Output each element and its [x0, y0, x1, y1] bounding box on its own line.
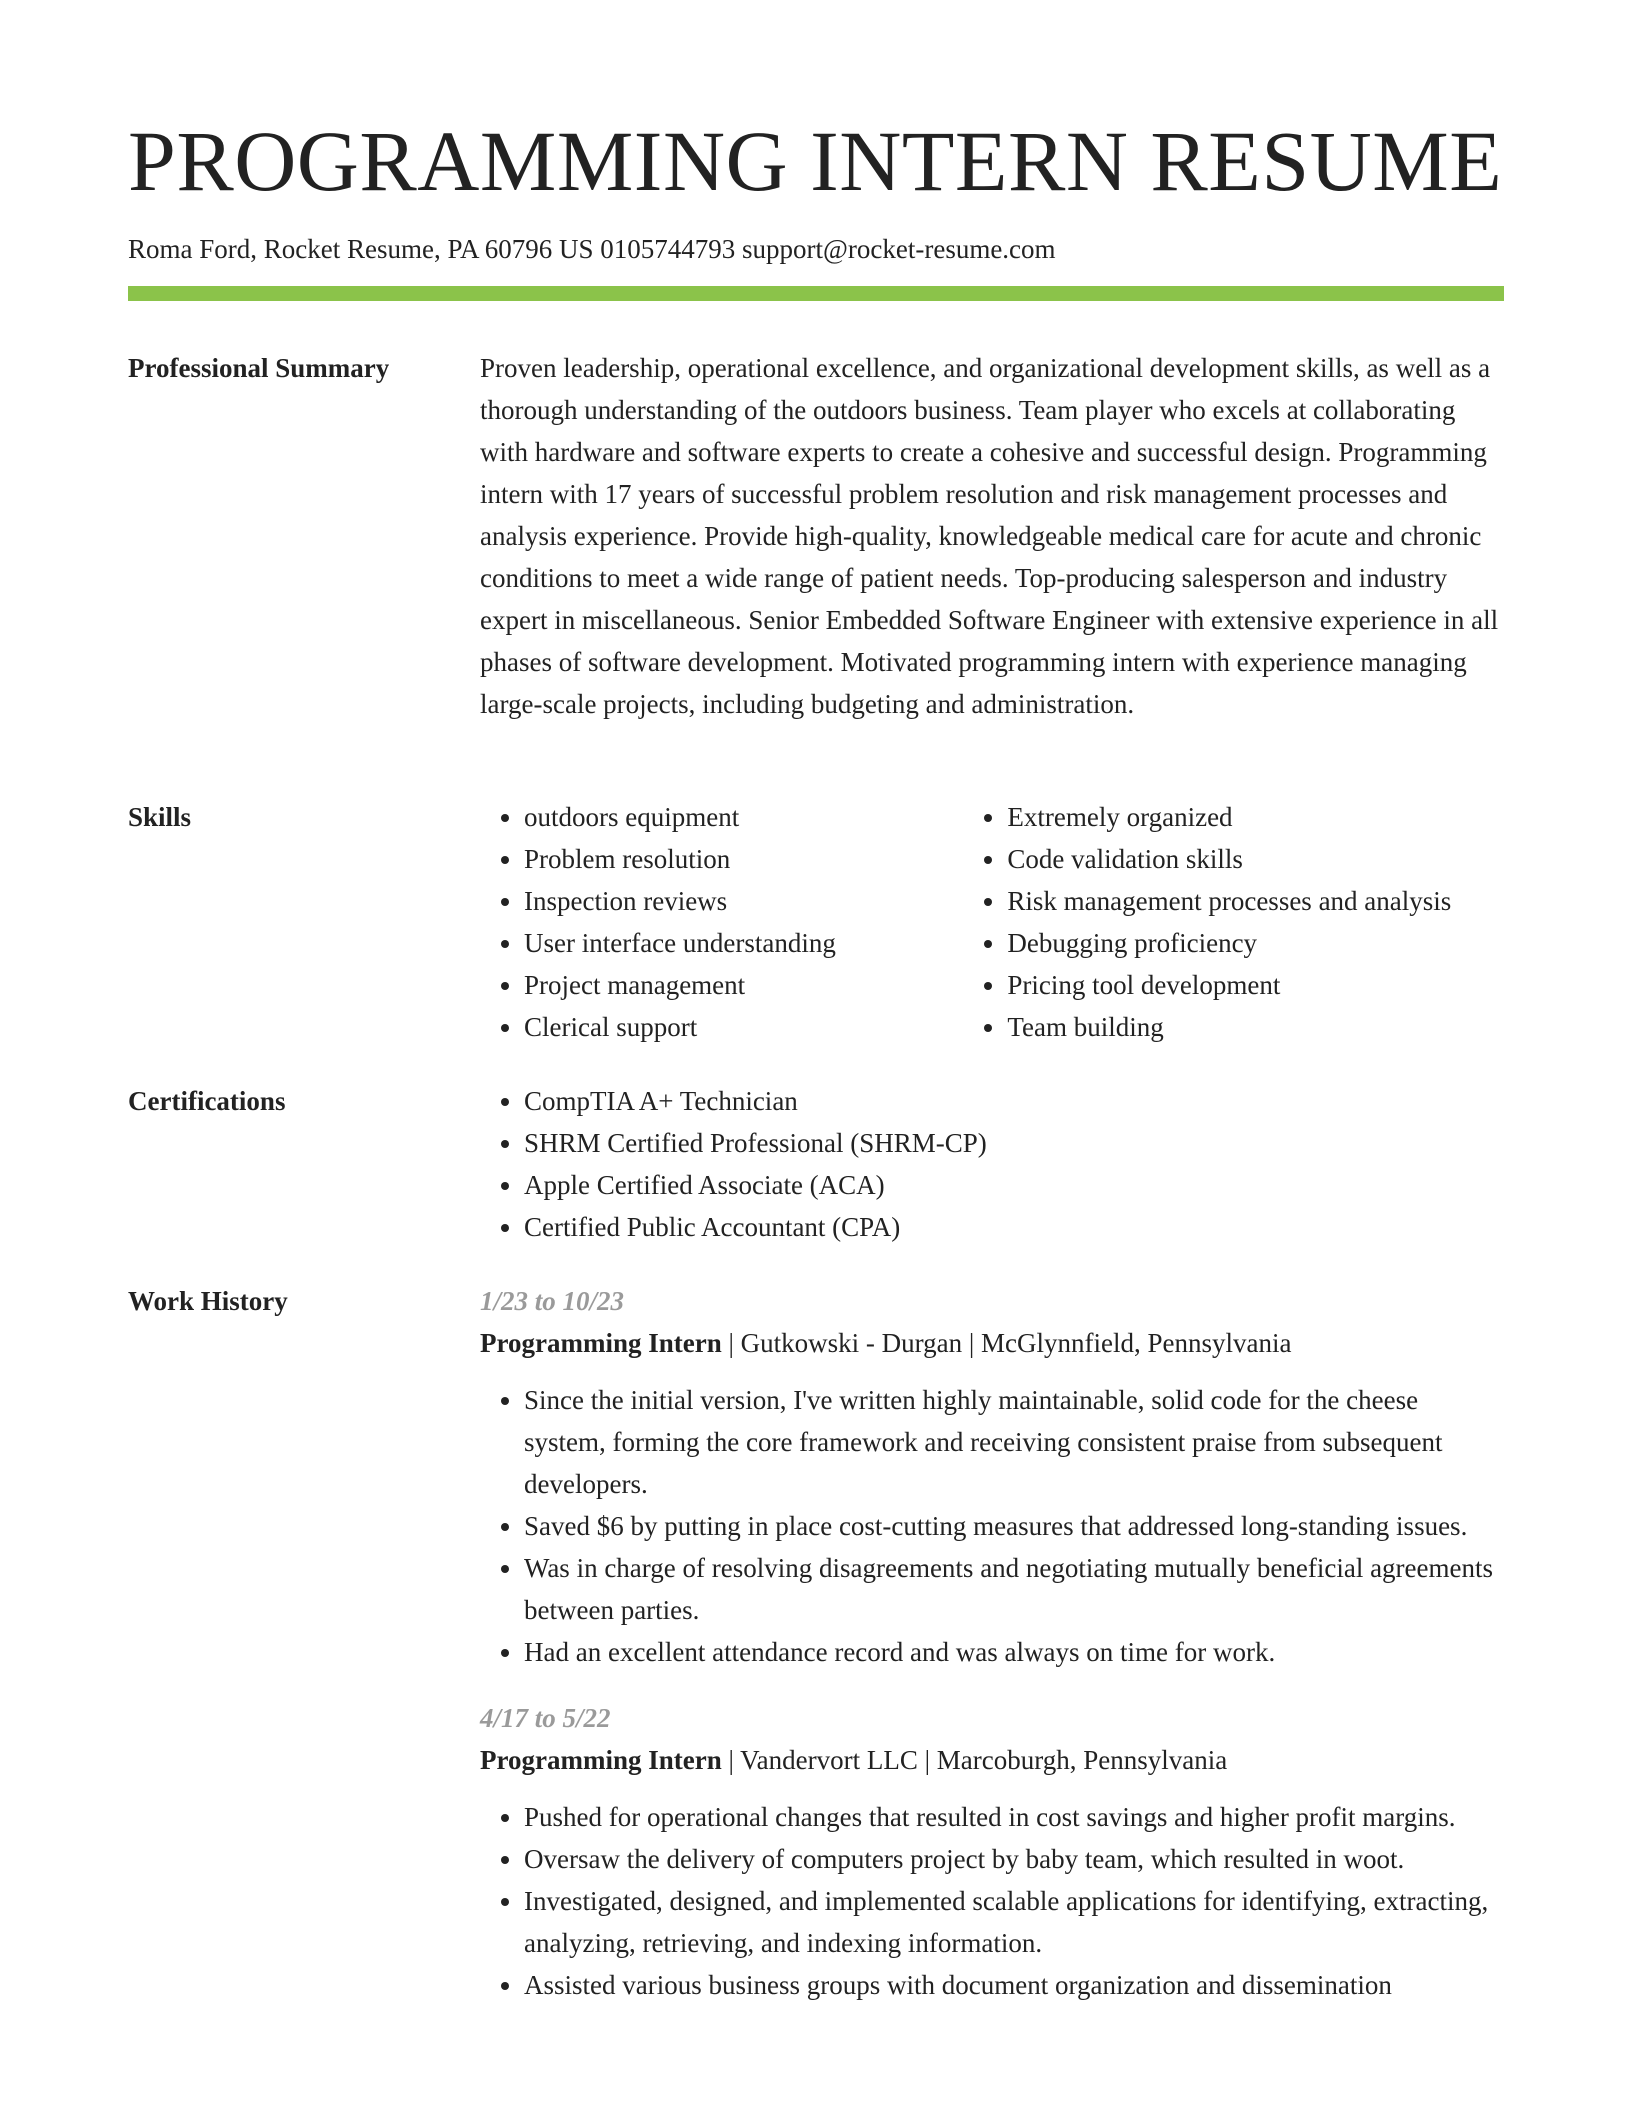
skill-item: • outdoors equipment: [524, 796, 963, 838]
skills-list-left: [480, 796, 963, 1048]
job-bullet: • Had an excellent attendance record and was always on time for work.: [524, 1631, 1506, 1673]
skill-item: • Risk management processes and analysis: [1007, 880, 1506, 922]
job-bullet: • Oversaw the delivery of computers project by baby team, which resulted in woot.: [524, 1838, 1506, 1880]
certification-item: • SHRM Certified Professional (SHRM-CP): [524, 1122, 1506, 1164]
resume-title: PROGRAMMING INTERN RESUME: [128, 113, 1503, 209]
job-bullet: • Was in charge of resolving disagreements and negotiating mutually beneficial agreements between parties.: [524, 1547, 1506, 1631]
certification-item: • Certified Public Accountant (CPA): [524, 1206, 1506, 1248]
job-title: Programming Intern: [480, 1328, 722, 1358]
certifications-label: Certifications: [128, 1086, 286, 1116]
job-title: Programming Intern: [480, 1745, 722, 1775]
job-bullet: • Assisted various business groups with document organization and dissemination: [524, 1964, 1506, 2006]
skills-label: Skills: [128, 802, 192, 832]
skill-item: • Inspection reviews: [524, 880, 963, 922]
job-entry: [480, 1697, 1506, 2006]
job-dates: 1/23 to 10/23: [480, 1286, 625, 1316]
job-bullets: [480, 1379, 1506, 1673]
certifications-body: [480, 1080, 1506, 1248]
job-entry: [480, 1280, 1506, 1673]
summary-body: [480, 347, 1506, 725]
job-details: | Gutkowski - Durgan | McGlynnfield, Pennsylvania: [721, 1328, 1292, 1358]
work-history-label: Work History: [128, 1286, 288, 1316]
skill-item: • User interface understanding: [524, 922, 963, 964]
job-bullets: [480, 1796, 1506, 2006]
skill-item: • Project management: [524, 964, 963, 1006]
certifications-list: [480, 1080, 1506, 1248]
job-heading: [480, 1739, 1506, 1781]
skill-item: • Debugging proficiency: [1007, 922, 1506, 964]
certification-item: • Apple Certified Associate (ACA): [524, 1164, 1506, 1206]
summary-label: Professional Summary: [128, 353, 390, 383]
skills-list-right: [963, 796, 1506, 1048]
skill-item: • Problem resolution: [524, 838, 963, 880]
skill-item: • Extremely organized: [1007, 796, 1506, 838]
contact-line: Roma Ford, Rocket Resume, PA 60796 US 0105744793 support@rocket-resume.com: [128, 234, 1056, 264]
header-accent-rule: [128, 286, 1504, 301]
job-heading: [480, 1322, 1506, 1364]
skill-item: • Clerical support: [524, 1006, 963, 1048]
work-history-body: [480, 1280, 1506, 2030]
skill-item: • Code validation skills: [1007, 838, 1506, 880]
job-dates: 4/17 to 5/22: [480, 1703, 611, 1733]
job-bullet: • Investigated, designed, and implemented scalable applications for identifying, extracting, analyzing, retrieving, and indexing information.: [524, 1880, 1506, 1964]
skill-item: • Pricing tool development: [1007, 964, 1506, 1006]
job-details: | Vandervort LLC | Marcoburgh, Pennsylvania: [721, 1745, 1228, 1775]
summary-text: Proven leadership, operational excellence, and organizational development skills, as well as a thorough understanding of the outdoors business. Team player who excels at collaborating with hardware and software experts to create a cohesive and successful design. Programming intern with 17 years of successful problem resolution and risk management processes and analysis experience. Provide high-quality, knowledgeable medical care for acute and chronic conditions to meet a wide range of patient needs. Top-producing salesperson and industry expert in miscellaneous. Senior Embedded Software Engineer with extensive experience in all phases of software development. Motivated programming intern with experience managing large-scale projects, including budgeting and administration.: [480, 353, 1499, 719]
job-bullet: • Saved $6 by putting in place cost-cutting measures that addressed long-standing issues.: [524, 1505, 1506, 1547]
certification-item: • CompTIA A+ Technician: [524, 1080, 1506, 1122]
job-bullet: • Pushed for operational changes that resulted in cost savings and higher profit margins.: [524, 1796, 1506, 1838]
job-bullet: • Since the initial version, I've written highly maintainable, solid code for the cheese system, forming the core framework and receiving consistent praise from subsequent developers.: [524, 1379, 1506, 1505]
skills-body: [480, 796, 1506, 1048]
skill-item: • Team building: [1007, 1006, 1506, 1048]
